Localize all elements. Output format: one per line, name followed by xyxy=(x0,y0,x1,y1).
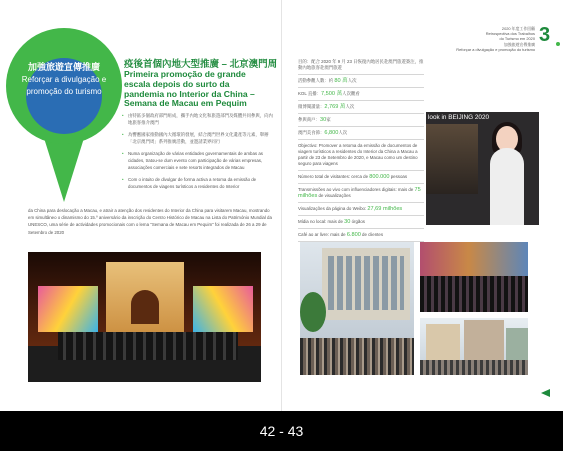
header-line: 加強旅遊宣傳推廣 xyxy=(503,41,535,47)
livestream-host-photo xyxy=(426,112,539,225)
stat-label: 微博閱讀量： xyxy=(298,104,325,109)
stat-unit: de visualizações xyxy=(317,193,351,198)
stat-label: 澳門美食節： xyxy=(298,130,325,135)
stat-row xyxy=(298,140,424,171)
pin-text xyxy=(6,60,122,96)
stat-label: Objectivo: Promover a retoma da emissão de documentos de viagem turísticos a residentes do Interior da China a Macau a partir de 23 de Setembro de 2020, e Macau como um destino seguro para viagens xyxy=(298,143,418,166)
running-header xyxy=(422,26,535,52)
stat-value: 7,500 萬 xyxy=(321,91,343,97)
shopping-mall-photo xyxy=(300,242,414,375)
bullet-list xyxy=(122,113,274,196)
stat-row xyxy=(298,114,424,127)
location-pin-badge xyxy=(6,28,122,213)
right-page xyxy=(282,0,563,411)
pedestrian-street-photo xyxy=(420,318,528,375)
event-stage-photo xyxy=(28,252,261,382)
stat-label: Número total de visitantes: cerca de xyxy=(298,174,370,179)
stat-value: 30 xyxy=(344,219,351,225)
left-page xyxy=(0,0,281,411)
stat-unit: de clientes xyxy=(360,232,384,237)
stat-row xyxy=(298,101,424,114)
stats-list xyxy=(298,56,424,242)
stat-label: 參與商戶： xyxy=(298,117,320,122)
stat-value: 75 milhões xyxy=(298,187,421,199)
stat-value: 27,69 milhões xyxy=(367,206,403,212)
article-title-zh: 疫後首個內地大型推廣 – 北京澳門周 xyxy=(124,59,278,70)
stat-value: 80 萬 xyxy=(334,78,348,84)
stat-row xyxy=(298,216,424,229)
section-number: 3 xyxy=(539,24,551,46)
badge-title-pt-1: Reforçar a divulgação e xyxy=(21,75,107,84)
stat-unit: 人次 xyxy=(345,104,355,109)
body-paragraph: da China para deslocação a Macau, e atrair a atenção dos residentes do Interior da China para visitarem Macau, mostrando em simultâneo o dinamismo do 15.º aniversário da inscrição do Centro Histórico de Macau na Lista do Património Mundial da UNESCO, uma série de actividades promocionais com o lema "Semana de Macau em Pequim" foi realizada de 26 a 29 de Setembro de 2020 xyxy=(28,208,272,235)
stat-row xyxy=(298,127,424,140)
stat-unit: pessoas xyxy=(389,174,408,179)
stat-label: KOL 直播： xyxy=(298,91,322,96)
stat-value: 2,769 萬 xyxy=(324,104,346,110)
badge-title-pt-2: promoção do turismo xyxy=(26,86,102,96)
stat-label: 目的：配合 2020 年 9 月 23 日恢復內地居民赴澳門旅遊簽注，推動內地旅客赴澳門旅遊 xyxy=(298,59,424,70)
stat-row xyxy=(298,229,424,242)
night-street-photo xyxy=(420,242,528,312)
header-line: 2020 年度工作回顧 xyxy=(501,26,535,31)
stat-value: 6,800 xyxy=(324,130,339,136)
stat-row xyxy=(298,56,424,75)
stat-unit: 家 xyxy=(326,117,331,122)
list-item: • Numa organização de várias entidades governamentais de ambas as cidades, tratou-se dum evento com participação de várias empresas, associações comerciais e sete resorts integrados de Macau xyxy=(122,151,274,171)
stat-label: Visualizações da página do Weibo: xyxy=(298,206,368,211)
stat-label: 活動參觀人數：約 xyxy=(298,78,335,83)
stat-value: 800.000 xyxy=(369,174,390,180)
section-dot xyxy=(556,42,560,46)
led-screen-left xyxy=(38,286,98,332)
stat-unit: 人次 xyxy=(347,78,357,83)
list-item: • 由特區多個政府部門組成，攜手內地文化和旅遊部門及媒體共同參與，向內地旅客推介澳門 xyxy=(122,113,274,126)
stat-row xyxy=(298,184,424,203)
page-arrow-icon[interactable] xyxy=(541,389,550,397)
list-item: • 為響應國家推動國內大循環的發展，結合澳門世界文化遺產等元素，舉辦「北京澳門周」系列推廣活動，並邀請業界同行 xyxy=(122,132,274,145)
stat-row xyxy=(298,88,424,101)
list-item: • Com o intuito de divulgar de forma activa a retoma da emissão de documentos de viagens turísticos a residentes do Interior xyxy=(122,177,274,190)
stat-unit: 人次觀看 xyxy=(342,91,360,96)
stat-row xyxy=(298,203,424,216)
stat-value: 6.800 xyxy=(346,232,361,238)
page-numbers: 42 - 43 xyxy=(259,423,304,439)
header-line: do Turismo em 2020 xyxy=(499,36,535,42)
stat-label: Mídia no local: mais de xyxy=(298,219,345,224)
viewer-footer-bar xyxy=(0,411,563,451)
stat-row xyxy=(298,75,424,88)
header-line: Reforçar a divulgação e promoção do turismo xyxy=(456,46,535,52)
host-banner-text: look in BEIJING 2020 xyxy=(428,114,490,121)
stat-value: 30 xyxy=(319,117,327,123)
stat-label: Transmissões ao vivo com influenciadores digitais: mais de xyxy=(298,187,415,192)
header-line: Retrospectiva dos Trabalhos xyxy=(485,31,535,37)
stat-unit: órgãos xyxy=(350,219,366,224)
stat-row xyxy=(298,171,424,184)
stat-unit: 人次 xyxy=(338,130,348,135)
article-title-pt: Primeira promoção de grande escala depois do surto da pandemia no Interior da China – Semana de Macau em Pequim xyxy=(124,69,255,109)
stat-label: Café ao ar livre: mais de xyxy=(298,232,347,237)
led-screen-right xyxy=(193,286,253,332)
badge-title-zh: 加強旅遊宣傳推廣 xyxy=(27,62,100,72)
guests-group xyxy=(58,332,238,360)
